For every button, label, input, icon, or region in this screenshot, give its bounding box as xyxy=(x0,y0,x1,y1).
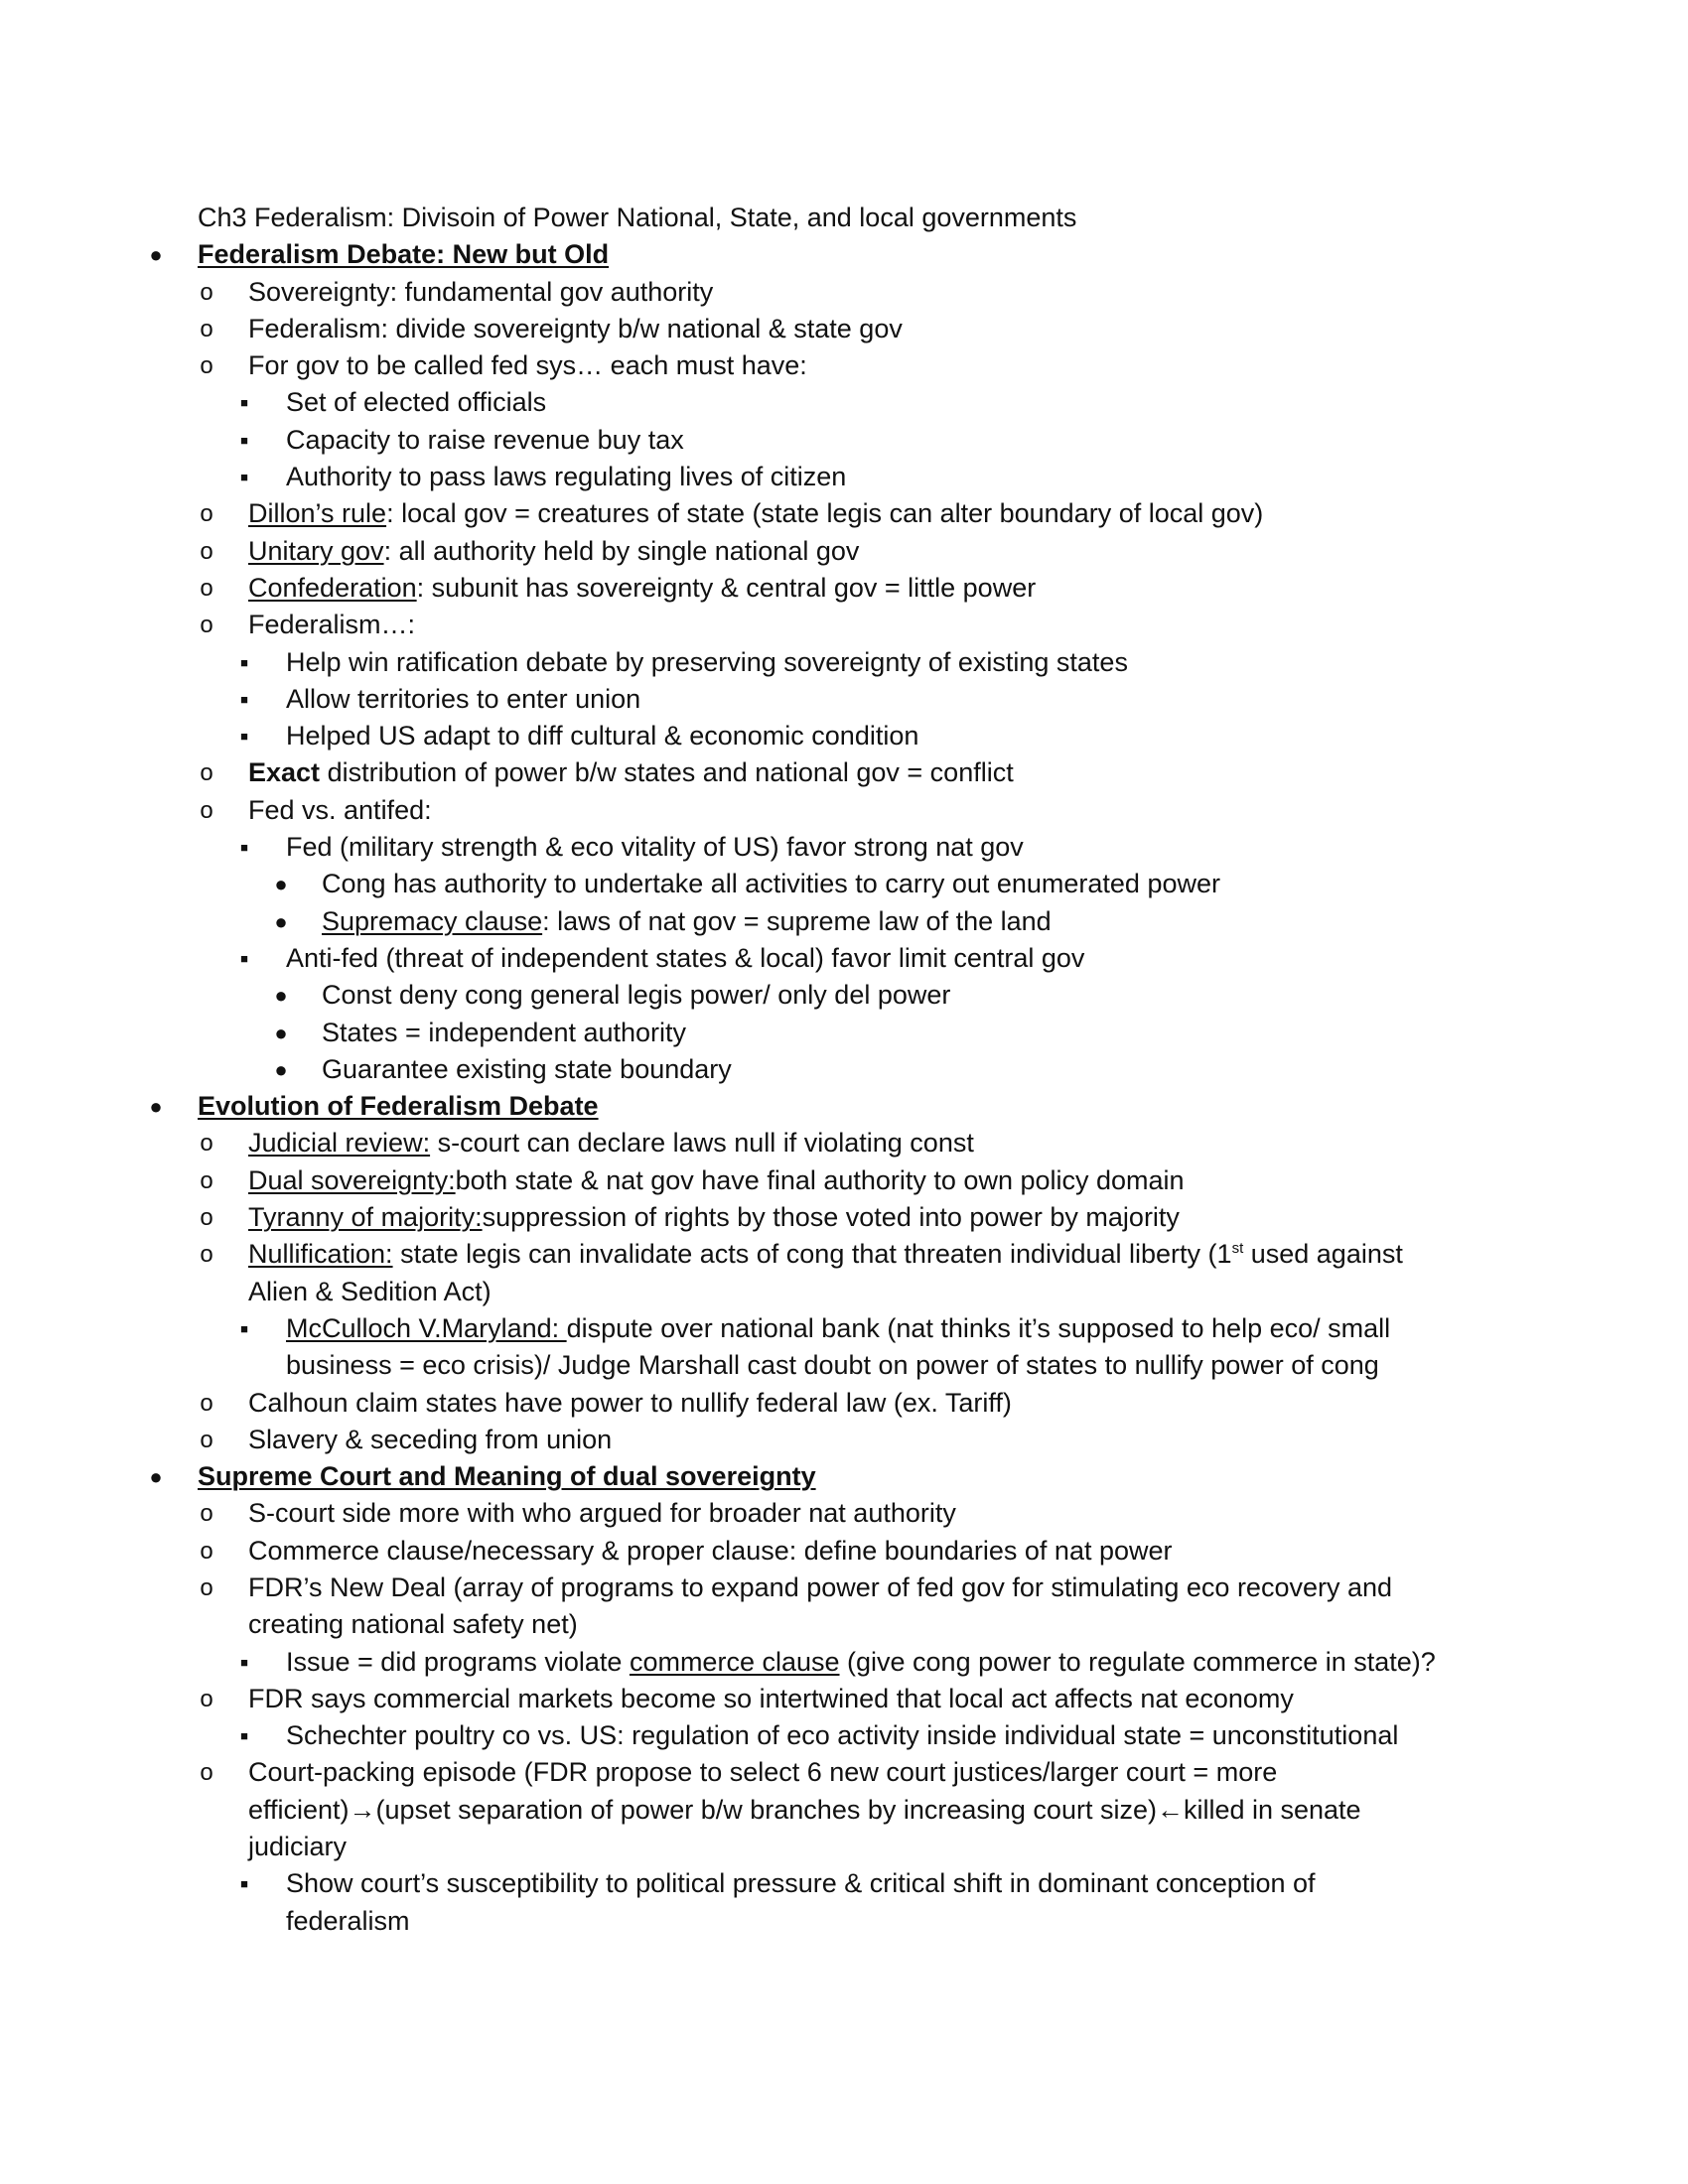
bullet-circle-icon: o xyxy=(200,1389,213,1417)
title-text: Ch3 Federalism: Divisoin of Power National, State, and local governments xyxy=(198,203,1077,232)
list-item-text xyxy=(248,1681,1294,1717)
text-segment: : subunit has sovereignty & central gov = little power xyxy=(416,572,1037,603)
list-item xyxy=(0,940,1688,977)
list-item xyxy=(0,1015,1688,1051)
list-item-continuation xyxy=(286,1347,1379,1384)
bullet-square-icon: ■ xyxy=(240,691,248,707)
list-item-text xyxy=(248,274,713,311)
list-item-text xyxy=(248,1495,956,1532)
list-item-text xyxy=(248,347,807,384)
bullet-square-icon: ■ xyxy=(240,470,248,485)
underlined-term: Evolution of Federalism Debate xyxy=(198,1091,599,1122)
list-item xyxy=(0,1681,1688,1717)
list-item-continuation xyxy=(248,1606,578,1643)
text-segment: Helped US adapt to diff cultural & economic condition xyxy=(286,721,919,751)
text-segment: used against xyxy=(1243,1239,1403,1270)
text-segment: both state & nat gov have final authority to own policy domain xyxy=(455,1164,1185,1195)
text-segment: state legis can invalidate acts of cong that threaten individual liberty (1 xyxy=(392,1239,1232,1270)
text-segment: (give cong power to regulate commerce in state)? xyxy=(839,1646,1436,1677)
list-item xyxy=(0,1533,1688,1570)
list-item-text xyxy=(198,1088,599,1125)
bullet-square-icon: ■ xyxy=(240,432,248,448)
bullet-square-icon: ■ xyxy=(240,1876,248,1892)
list-item-text xyxy=(322,903,1052,940)
text-segment: Guarantee existing state boundary xyxy=(322,1053,732,1084)
bullet-disc-icon: ● xyxy=(149,1464,163,1490)
list-item-text xyxy=(248,792,432,829)
bullet-circle-icon: o xyxy=(200,1426,213,1453)
list-item xyxy=(0,459,1688,495)
list-item-text xyxy=(248,1570,1392,1606)
bullet-square-icon: ■ xyxy=(240,654,248,670)
bullet-circle-icon: o xyxy=(200,537,213,565)
list-item xyxy=(0,1274,1688,1310)
underlined-term: Dillon’s rule xyxy=(248,498,387,529)
underlined-term: Federalism Debate: New but Old xyxy=(198,239,610,270)
list-item-continuation xyxy=(248,1274,492,1310)
text-segment: Slavery & seceding from union xyxy=(248,1424,613,1454)
list-item-text xyxy=(286,1644,1436,1681)
list-item-text xyxy=(286,1717,1398,1754)
bullet-circle-icon: o xyxy=(200,352,213,380)
list-item-text xyxy=(248,1533,1173,1570)
list-item xyxy=(0,1199,1688,1236)
list-item xyxy=(0,1051,1688,1088)
bullet-circle-icon: o xyxy=(200,500,213,528)
list-item xyxy=(0,533,1688,570)
list-item xyxy=(0,347,1688,384)
text-segment: Capacity to raise revenue buy tax xyxy=(286,424,684,455)
list-item xyxy=(0,1570,1688,1606)
text-segment: Court-packing episode (FDR propose to select 6 new court justices/larger court = more xyxy=(248,1757,1278,1788)
bullet-circle-icon: o xyxy=(200,796,213,824)
list-item-text xyxy=(248,1162,1185,1199)
list-item-text xyxy=(248,607,415,643)
document-page xyxy=(0,200,1688,1940)
list-item-text xyxy=(248,754,1014,791)
text-segment: : all authority held by single national gov xyxy=(383,535,860,566)
bullet-dot-icon: ● xyxy=(274,983,288,1009)
list-item-text xyxy=(248,1385,1012,1422)
bullet-circle-icon: o xyxy=(200,1537,213,1565)
bullet-dot-icon: ● xyxy=(274,872,288,897)
text-segment: creating national safety net) xyxy=(248,1609,578,1640)
text-segment: Const deny cong general legis power/ only del power xyxy=(322,980,951,1011)
list-item-text xyxy=(322,1015,686,1051)
document-title xyxy=(0,200,1688,236)
outline-list xyxy=(0,236,1688,1940)
list-item xyxy=(0,495,1688,532)
list-item xyxy=(0,1865,1688,1902)
list-item xyxy=(0,1754,1688,1791)
list-item xyxy=(0,1495,1688,1532)
bullet-square-icon: ■ xyxy=(240,1320,248,1336)
list-item xyxy=(0,1606,1688,1643)
text-segment: Commerce clause/necessary & proper clause: define boundaries of nat power xyxy=(248,1535,1173,1566)
list-item xyxy=(0,1644,1688,1681)
text-segment: distribution of power b/w states and national gov = conflict xyxy=(320,757,1014,788)
bullet-circle-icon: o xyxy=(200,278,213,306)
text-segment: judiciary xyxy=(248,1832,348,1862)
text-segment: Calhoun claim states have power to nullify federal law (ex. Tariff) xyxy=(248,1387,1012,1418)
list-item xyxy=(0,1903,1688,1940)
underlined-term: Confederation xyxy=(248,572,417,603)
list-item xyxy=(0,570,1688,607)
list-item xyxy=(0,1717,1688,1754)
bullet-circle-icon: o xyxy=(200,1241,213,1269)
bullet-circle-icon: o xyxy=(200,1759,213,1787)
underlined-term: Supremacy clause xyxy=(322,905,543,936)
text-segment: Fed (military strength & eco vitality of US) favor strong nat gov xyxy=(286,832,1024,863)
text-segment: : local gov = creatures of state (state legis can alter boundary of local gov) xyxy=(386,498,1264,529)
list-item xyxy=(0,681,1688,718)
list-item-text xyxy=(248,495,1263,532)
underlined-term: Unitary gov xyxy=(248,535,384,566)
bullet-circle-icon: o xyxy=(200,1500,213,1528)
underlined-term: Dual sovereignty: xyxy=(248,1164,456,1195)
text-segment: business = eco crisis)/ Judge Marshall cast doubt on power of states to nullify power of cong xyxy=(286,1350,1379,1381)
text-segment: Federalism: divide sovereignty b/w national & state gov xyxy=(248,313,903,343)
text-segment: Federalism…: xyxy=(248,610,416,640)
list-item xyxy=(0,384,1688,421)
text-segment: Authority to pass laws regulating lives of citizen xyxy=(286,462,847,492)
list-item xyxy=(0,1236,1688,1273)
list-item-continuation xyxy=(248,1792,1361,1829)
list-item-text xyxy=(286,422,684,459)
underlined-term: Judicial review: xyxy=(248,1128,431,1159)
underlined-term: Supreme Court and Meaning of dual sovereignty xyxy=(198,1461,816,1492)
list-item xyxy=(0,754,1688,791)
list-item-text xyxy=(198,236,609,273)
list-item-text xyxy=(286,940,1084,977)
text-segment: Allow territories to enter union xyxy=(286,683,641,714)
list-item-text xyxy=(198,1458,816,1495)
list-item xyxy=(0,1310,1688,1347)
bullet-circle-icon: o xyxy=(200,574,213,602)
list-item xyxy=(0,1347,1688,1384)
list-item-text xyxy=(248,1199,1180,1236)
text-segment: : laws of nat gov = supreme law of the land xyxy=(542,905,1052,936)
list-item-text xyxy=(286,681,640,718)
text-segment: Schechter poultry co vs. US: regulation of eco activity inside individual state = unconstitutional xyxy=(286,1720,1399,1751)
list-item-text xyxy=(248,1236,1403,1273)
list-item-text xyxy=(286,1865,1316,1902)
list-item-text xyxy=(322,1051,732,1088)
bullet-circle-icon: o xyxy=(200,315,213,342)
list-item-text xyxy=(322,977,950,1014)
list-item xyxy=(0,1792,1688,1829)
text-segment: S-court side more with who argued for broader nat authority xyxy=(248,1498,956,1529)
list-item-text xyxy=(322,866,1220,902)
bullet-circle-icon: o xyxy=(200,1130,213,1158)
list-item-text xyxy=(248,570,1036,607)
text-segment: federalism xyxy=(286,1905,410,1936)
list-item xyxy=(0,311,1688,347)
text-segment: Cong has authority to undertake all activities to carry out enumerated power xyxy=(322,869,1220,899)
list-item-text xyxy=(286,1310,1390,1347)
text-segment: FDR says commercial markets become so intertwined that local act affects nat economy xyxy=(248,1683,1294,1713)
list-item xyxy=(0,1422,1688,1458)
underlined-term: McCulloch V.Maryland: xyxy=(286,1312,567,1343)
bullet-dot-icon: ● xyxy=(274,1020,288,1045)
bullet-circle-icon: o xyxy=(200,1204,213,1232)
list-item-text xyxy=(286,829,1024,866)
list-item-text xyxy=(248,311,903,347)
text-segment: Sovereignty: fundamental gov authority xyxy=(248,276,714,307)
bullet-square-icon: ■ xyxy=(240,395,248,411)
text-segment: Set of elected officials xyxy=(286,387,547,418)
list-item xyxy=(0,274,1688,311)
list-item xyxy=(0,644,1688,681)
bullet-disc-icon: ● xyxy=(149,1094,163,1120)
underlined-term: Tyranny of majority: xyxy=(248,1202,483,1233)
list-item xyxy=(0,977,1688,1014)
list-item-text xyxy=(248,533,859,570)
list-item-text xyxy=(248,1125,974,1161)
text-segment: suppression of rights by those voted into power by majority xyxy=(482,1202,1180,1233)
superscript: st xyxy=(1231,1240,1244,1258)
underlined-term: Nullification: xyxy=(248,1239,393,1270)
bullet-square-icon: ■ xyxy=(240,840,248,856)
bold-term: Exact xyxy=(248,757,321,788)
bullet-dot-icon: ● xyxy=(274,1056,288,1082)
bullet-square-icon: ■ xyxy=(240,1728,248,1744)
bullet-square-icon: ■ xyxy=(240,950,248,966)
bullet-square-icon: ■ xyxy=(240,1654,248,1670)
text-segment: Anti-fed (threat of independent states & local) favor limit central gov xyxy=(286,942,1085,973)
text-segment: FDR’s New Deal (array of programs to expand power of fed gov for stimulating eco recovery and xyxy=(248,1571,1393,1602)
list-item-text xyxy=(286,644,1128,681)
bullet-circle-icon: o xyxy=(200,759,213,787)
list-item xyxy=(0,792,1688,829)
list-item-text xyxy=(286,718,918,754)
bullet-square-icon: ■ xyxy=(240,729,248,745)
text-segment: States = independent authority xyxy=(322,1017,687,1047)
text-segment: s-court can declare laws null if violating const xyxy=(430,1128,974,1159)
list-item-text xyxy=(248,1754,1277,1791)
bullet-circle-icon: o xyxy=(200,1573,213,1601)
section-heading xyxy=(0,1458,1688,1495)
list-item-continuation xyxy=(248,1829,347,1865)
text-segment: Help win ratification debate by preserving sovereignty of existing states xyxy=(286,646,1128,677)
list-item-continuation xyxy=(286,1903,410,1940)
bullet-circle-icon: o xyxy=(200,1166,213,1194)
text-segment: Alien & Sedition Act) xyxy=(248,1276,492,1306)
list-item xyxy=(0,718,1688,754)
text-segment: Show court’s susceptibility to political pressure & critical shift in dominant conception of xyxy=(286,1868,1316,1899)
section-heading xyxy=(0,236,1688,273)
list-item xyxy=(0,866,1688,902)
underlined-term: commerce clause xyxy=(629,1646,840,1677)
list-item xyxy=(0,607,1688,643)
list-item xyxy=(0,1125,1688,1161)
text-segment: efficient)→(upset separation of power b/w branches by increasing court size)←killed in senate xyxy=(248,1794,1361,1825)
bullet-circle-icon: o xyxy=(200,1685,213,1712)
text-segment: For gov to be called fed sys… each must have: xyxy=(248,350,807,381)
section-heading xyxy=(0,1088,1688,1125)
text-segment: Fed vs. antifed: xyxy=(248,794,432,825)
list-item xyxy=(0,1829,1688,1865)
text-segment: dispute over national bank (nat thinks it’s supposed to help eco/ small xyxy=(566,1312,1391,1343)
list-item xyxy=(0,1385,1688,1422)
list-item xyxy=(0,903,1688,940)
list-item-text xyxy=(286,384,546,421)
bullet-disc-icon: ● xyxy=(149,242,163,268)
list-item xyxy=(0,422,1688,459)
bullet-circle-icon: o xyxy=(200,612,213,639)
list-item xyxy=(0,829,1688,866)
bullet-dot-icon: ● xyxy=(274,908,288,934)
list-item-text xyxy=(286,459,846,495)
list-item xyxy=(0,1162,1688,1199)
list-item-text xyxy=(248,1422,612,1458)
text-segment: Issue = did programs violate xyxy=(286,1646,630,1677)
